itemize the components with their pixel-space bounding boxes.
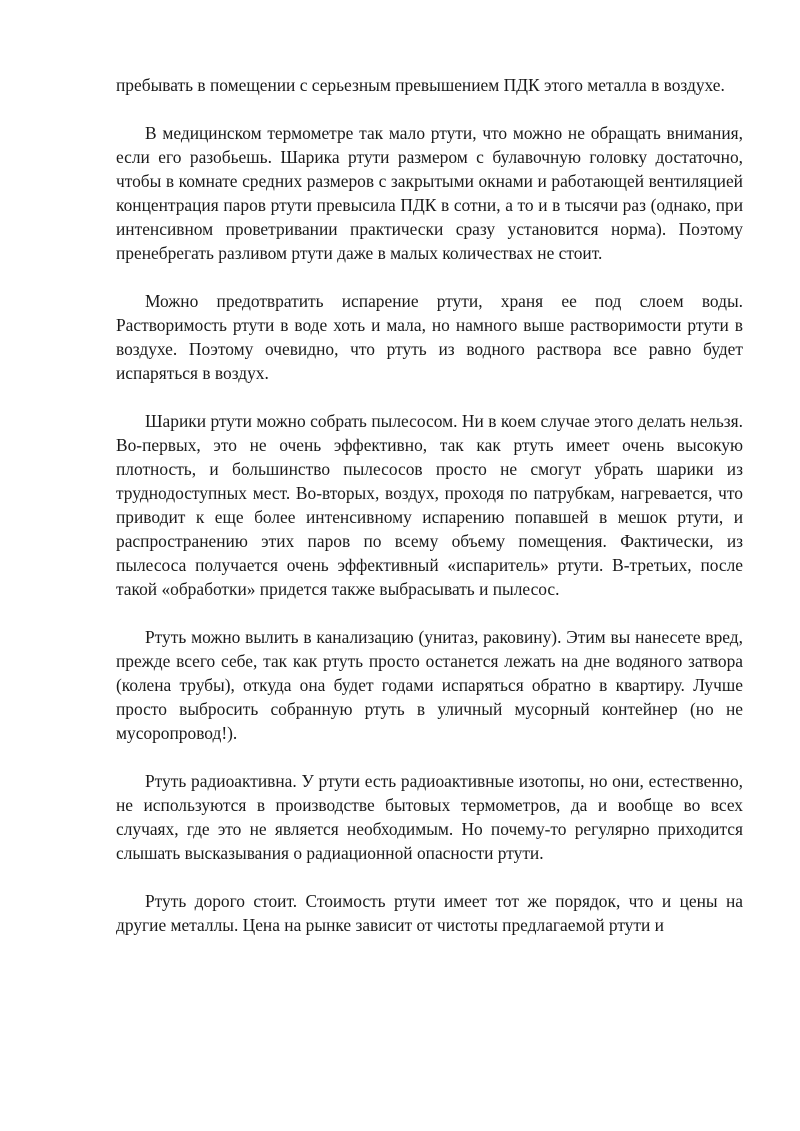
paragraph-radioactivity: Ртуть радиоактивна. У ртути есть радиоактивные изотопы, но они, естественно, не используются в производстве бытовых термометров, да и вообще во всех случаях, где это не является необходимым. Но почему-то регулярно приходится слышать высказывания о радиационной опасности ртути. (116, 771, 743, 863)
paragraph-thermometer: В медицинском термометре так мало ртути, что можно не обращать внимания, если его разобьешь. Шарика ртути размером с булавочную головку достаточно, чтобы в комнате средних размеров с закрытыми окнами и работающей вентиляцией концентрация паров ртути превысила ПДК в сотни, а то и в тысячи раз (однако, при интенсивном проветривании практически сразу установится норма). Поэтому пренебрегать разливом ртути даже в малых количествах не стоит. (116, 123, 743, 263)
paragraph-water-layer: Можно предотвратить испарение ртути, храня ее под слоем воды. Растворимость ртути в воде хоть и мала, но намного выше растворимости ртути в воздухе. Поэтому очевидно, что ртуть из водного раствора все равно будет испаряться в воздух. (116, 291, 743, 383)
paragraph-price: Ртуть дорого стоит. Стоимость ртути имеет тот же порядок, что и цены на другие металлы. Цена на рынке зависит от чистоты предлагаемой ртути и (116, 891, 743, 935)
paragraph-continuation: пребывать в помещении с серьезным превышением ПДК этого металла в воздухе. (116, 75, 725, 95)
paragraph-vacuum-cleaner: Шарики ртути можно собрать пылесосом. Ни в коем случае этого делать нельзя. Во-первых, это не очень эффективно, так как ртуть имеет очень высокую плотность, и большинство пылесосов просто не смогут убрать шарики из труднодоступных мест. Во-вторых, воздух, проходя по патрубкам, нагревается, что приводит к еще более интенсивному испарению попавшей в мешок ртути, и распространению этих паров по всему объему помещения. Фактически, из пылесоса получается очень эффективный «испаритель» ртути. В-третьих, после такой «обработки» придется также выбрасывать и пылесос. (116, 411, 743, 599)
body-text (116, 73, 743, 961)
paragraph-sewer: Ртуть можно вылить в канализацию (унитаз, раковину). Этим вы нанесете вред, прежде всего себе, так как ртуть просто останется лежать на дне водяного затвора (колена трубы), откуда она будет годами испаряться обратно в квартиру. Лучше просто выбросить собранную ртуть в уличный мусорный контейнер (но не мусоропровод!). (116, 627, 743, 743)
